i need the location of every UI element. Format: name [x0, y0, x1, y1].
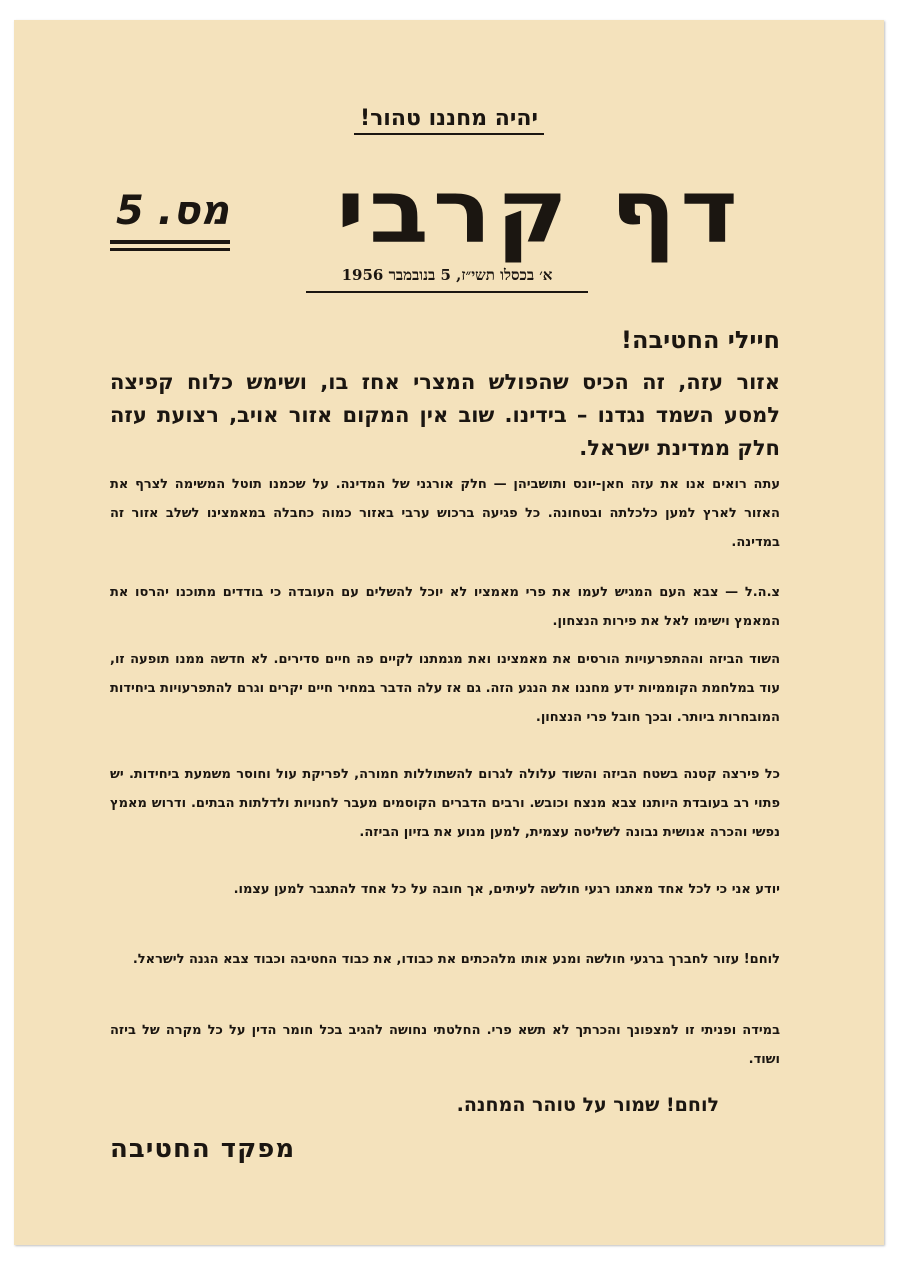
motto: [14, 106, 884, 131]
issue-date: א׳ בכסלו תשי״ז, 5 בנובמבר 1956: [306, 266, 588, 293]
issue-number: מס. 5: [115, 188, 230, 234]
page-title: דף קרבי: [336, 160, 742, 264]
paragraph: השוד הביזה וההתפרעויות הורסים את מאמצינו ואת מגמתנו לקיים פה חיים סדירים. לא חדשה ממנו תופעה זו, עוד במלחמת הקוממיות ידע מחננו את הנגע הזה. גם אז עלה הדבר במחיר חיים יקרים וגרם להתפרעויות ביחידות המובחרות ביותר. ובכך חובל פרי הנצחון.: [110, 652, 780, 725]
paragraph: כל פירצה קטנה בשטח הביזה והשוד עלולה לגרום להשתוללות חמורה, לפריקת עול וחוסר משמעת ביחידות. יש פתוי רב בעובדת היותנו צבא מנצח וכובש. ורבים הדברים הקוסמים מעבר לחנויות ולדלתות הבתים. ודרוש מאמץ נפשי והכרה אנושית נבונה לשליטה עצמית, למען מנוע את בזיון הביזה.: [110, 767, 780, 840]
motto-text: יהיה מחננו טהור!: [354, 106, 544, 135]
salutation: חיילי החטיבה!: [621, 326, 780, 354]
paragraph: יודע אני כי לכל אחד מאתנו רגעי חולשה לעיתים, אך חובה על כל אחד להתגבר למען עצמו.: [233, 882, 780, 897]
paragraph: עתה רואים אנו את עזה חאן-יונס ותושביהן — חלק אורגני של המדינה. על שכמנו תוטל המשימה לצרף את האזור לארץ למען כלכלתה ובטחונה. כל פגיעה ברכוש ערבי באזור כמוה כחבלה במאמצינו לשלב אזור זה במדינה.: [110, 477, 780, 550]
paragraph: במידה ופניתי זו למצפונך והכרתך לא תשא פרי. החלטתי נחושה להגיב בכל חומר הדין על כל מקרה של ביזה ושוד.: [110, 1023, 780, 1067]
paragraph-lead: אזור עזה, זה הכיס שהפולש המצרי אחז בו, ושימש כלוח קפיצה למסע השמד נגדנו – בידינו. שוב אין המקום אזור אויב, רצועת עזה חלק ממדינת ישראל.: [110, 370, 780, 460]
paragraph: לוחם! עזור לחברך ברגעי חולשה ומנע אותו מלהכתים את כבודו, את כבוד החטיבה וכבוד צבא הגנה לישראל.: [132, 952, 780, 967]
signature: מפקד החטיבה: [110, 1134, 296, 1164]
issue-underline: [110, 240, 230, 244]
paragraph: צ.ה.ל — צבא העם המגיש לעמו את פרי מאמציו לא יוכל להשלים עם העובדה כי בודדים מתוכנו יהרסו את המאמץ וישימו לאל את פירות הנצחון.: [110, 585, 780, 629]
leaflet-page: [14, 20, 884, 1245]
issue-underline-secondary: [110, 248, 230, 251]
closing-line: לוחם! שמור על טוהר המחנה.: [456, 1094, 719, 1116]
